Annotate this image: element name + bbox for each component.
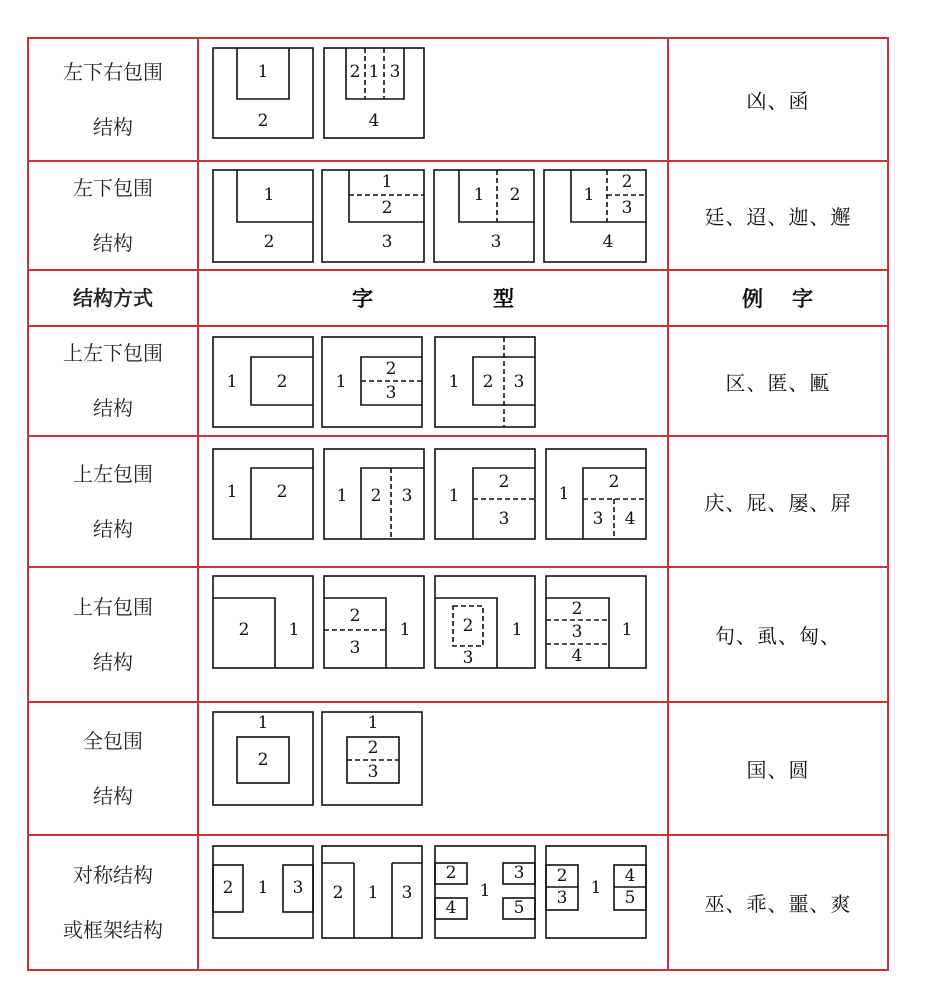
structure-name-line2: 结构 xyxy=(93,516,133,541)
diagram-lb-d xyxy=(544,170,646,262)
table-row xyxy=(29,39,887,160)
structure-name-cell xyxy=(29,39,199,160)
label-4: 4 xyxy=(624,866,636,886)
header-structure: 结构方式 xyxy=(29,271,199,325)
example-chars: 巫、乖、噩、爽 xyxy=(704,892,852,916)
label-5: 5 xyxy=(513,898,525,918)
label-3: 3 xyxy=(592,509,604,529)
example-chars: 句、虱、匈、 xyxy=(715,624,841,648)
header-shape-a: 字 xyxy=(352,287,373,311)
structure-name-line1: 左下右包围 xyxy=(63,59,163,84)
label-1: 1 xyxy=(257,62,269,82)
shape-diagrams xyxy=(199,162,669,269)
diagram-tl-b xyxy=(324,449,424,539)
label-1: 1 xyxy=(399,620,411,640)
label-2: 2 xyxy=(482,372,494,392)
structure-name-line1: 上左包围 xyxy=(73,461,153,486)
label-4: 4 xyxy=(602,232,614,252)
label-5: 5 xyxy=(624,888,636,908)
label-2: 2 xyxy=(222,878,234,898)
label-2: 2 xyxy=(332,883,344,903)
label-2: 2 xyxy=(263,232,275,252)
example-chars: 国、圆 xyxy=(746,758,810,782)
diagram-tlb-c xyxy=(435,337,535,427)
table-row xyxy=(29,703,887,834)
label-1: 1 xyxy=(448,486,460,506)
structure-table xyxy=(27,37,889,971)
label-1: 1 xyxy=(226,372,238,392)
label-1: 1 xyxy=(257,713,269,733)
shape-diagram-cell xyxy=(199,39,669,160)
label-1: 1 xyxy=(381,172,393,192)
header-example-a: 例 xyxy=(742,287,764,311)
label-1: 1 xyxy=(473,185,485,205)
diagram-sym-b xyxy=(322,846,422,938)
shape-diagrams xyxy=(199,836,669,969)
shape-diagram-cell xyxy=(199,162,669,269)
shape-diagrams xyxy=(199,703,669,834)
label-3: 3 xyxy=(401,883,413,903)
shape-diagrams xyxy=(199,437,669,566)
label-2: 2 xyxy=(462,616,474,636)
label-2: 2 xyxy=(381,198,393,218)
table-row xyxy=(29,162,887,269)
diagram-lbr-b xyxy=(324,48,424,138)
label-2: 2 xyxy=(257,111,269,131)
structure-name-line1: 全包围 xyxy=(83,728,143,753)
label-1: 1 xyxy=(448,372,460,392)
structure-name-cell xyxy=(29,703,199,834)
diagram-tl-a xyxy=(213,449,313,539)
label-3: 3 xyxy=(513,372,525,392)
diagram-full-b xyxy=(322,712,422,805)
shape-diagram-cell xyxy=(199,327,669,435)
label-2: 2 xyxy=(276,372,288,392)
label-1: 1 xyxy=(336,486,348,506)
structure-name-cell xyxy=(29,327,199,435)
label-2: 2 xyxy=(571,599,583,619)
label-3: 3 xyxy=(381,232,393,252)
diagram-lb-b xyxy=(322,170,424,262)
label-1: 1 xyxy=(583,185,595,205)
label-1: 1 xyxy=(621,620,633,640)
structure-name-cell xyxy=(29,437,199,566)
label-3: 3 xyxy=(571,622,583,642)
shape-diagram-cell xyxy=(199,836,669,969)
structure-name-line1: 上左下包围 xyxy=(63,341,163,365)
label-2: 2 xyxy=(556,866,568,886)
diagram-tr-d xyxy=(546,576,646,668)
diagram-tlb-a xyxy=(213,337,313,427)
label-1: 1 xyxy=(479,881,491,901)
shape-diagram-cell xyxy=(199,437,669,566)
header-shape-b: 型 xyxy=(493,287,514,311)
structure-name-line2: 结构 xyxy=(93,230,133,255)
header-example xyxy=(669,271,887,325)
example-chars: 廷、迢、迦、邂 xyxy=(704,205,852,229)
example-chars: 庆、屁、屡、屛 xyxy=(704,491,852,515)
header-row xyxy=(29,271,887,325)
structure-name-line1: 上右包围 xyxy=(73,594,153,619)
structure-name-cell xyxy=(29,568,199,701)
shape-diagrams xyxy=(199,568,669,701)
label-1: 1 xyxy=(367,883,379,903)
diagram-full-a xyxy=(213,712,313,805)
label-4: 4 xyxy=(624,509,636,529)
label-2: 2 xyxy=(276,482,288,502)
diagram-lb-a xyxy=(213,170,313,262)
structure-name-line2: 或框架结构 xyxy=(63,917,163,942)
diagram-lb-c xyxy=(434,170,534,262)
label-1: 1 xyxy=(226,482,238,502)
label-4: 4 xyxy=(571,646,583,666)
label-1: 1 xyxy=(368,62,380,82)
diagram-tr-b xyxy=(324,576,424,668)
table-row xyxy=(29,437,887,566)
label-2: 2 xyxy=(238,620,250,640)
diagram-tl-d xyxy=(546,449,646,539)
structure-name-line2: 结构 xyxy=(93,114,133,139)
structure-name-line2: 结构 xyxy=(93,783,133,808)
label-1: 1 xyxy=(257,878,269,898)
label-2: 2 xyxy=(370,486,382,506)
shape-diagrams xyxy=(199,327,669,435)
label-4: 4 xyxy=(445,898,457,918)
structure-name-line1: 左下包围 xyxy=(73,175,153,200)
shape-diagrams xyxy=(199,39,669,160)
label-2: 2 xyxy=(621,172,633,192)
structure-name-cell xyxy=(29,836,199,969)
label-1: 1 xyxy=(367,713,379,733)
label-3: 3 xyxy=(556,888,568,908)
label-3: 3 xyxy=(385,383,397,403)
table-row xyxy=(29,327,887,435)
label-3: 3 xyxy=(367,762,379,782)
diagram-tr-c xyxy=(435,576,535,668)
label-2: 2 xyxy=(608,472,620,492)
label-4: 4 xyxy=(368,111,380,131)
shape-diagram-cell xyxy=(199,568,669,701)
label-1: 1 xyxy=(511,620,523,640)
shape-diagram-cell xyxy=(199,703,669,834)
diagram-tr-a xyxy=(213,576,313,668)
diagram-tlb-b xyxy=(322,337,422,427)
label-3: 3 xyxy=(462,648,474,668)
example-chars: 凶、函 xyxy=(746,89,810,113)
diagram-sym-d xyxy=(546,846,646,938)
structure-name-line2: 结构 xyxy=(93,649,133,674)
label-2: 2 xyxy=(349,62,361,82)
label-2: 2 xyxy=(509,185,521,205)
header-shape xyxy=(199,271,669,325)
label-3: 3 xyxy=(621,198,633,218)
table-row xyxy=(29,568,887,701)
structure-name-line1: 对称结构 xyxy=(73,862,153,887)
structure-name-cell xyxy=(29,162,199,269)
label-3: 3 xyxy=(490,232,502,252)
label-3: 3 xyxy=(513,863,525,883)
structure-name-line2: 结构 xyxy=(93,396,133,420)
diagram-sym-a xyxy=(213,846,313,938)
label-3: 3 xyxy=(292,878,304,898)
label-2: 2 xyxy=(367,738,379,758)
label-1: 1 xyxy=(263,185,275,205)
label-3: 3 xyxy=(498,509,510,529)
label-2: 2 xyxy=(349,606,361,626)
label-3: 3 xyxy=(389,62,401,82)
label-1: 1 xyxy=(590,878,602,898)
label-2: 2 xyxy=(385,359,397,379)
label-3: 3 xyxy=(401,486,413,506)
diagram-sym-c xyxy=(435,846,535,938)
header-example-b: 字 xyxy=(792,287,814,311)
label-2: 2 xyxy=(445,863,457,883)
label-1: 1 xyxy=(558,484,570,504)
label-2: 2 xyxy=(498,472,510,492)
label-1: 1 xyxy=(335,372,347,392)
label-2: 2 xyxy=(257,750,269,770)
diagram-tl-c xyxy=(435,449,535,539)
example-chars: 区、匿、匭 xyxy=(725,370,831,395)
label-3: 3 xyxy=(349,638,361,658)
diagram-lbr-a xyxy=(213,48,313,138)
table-row xyxy=(29,836,887,969)
label-1: 1 xyxy=(288,620,300,640)
